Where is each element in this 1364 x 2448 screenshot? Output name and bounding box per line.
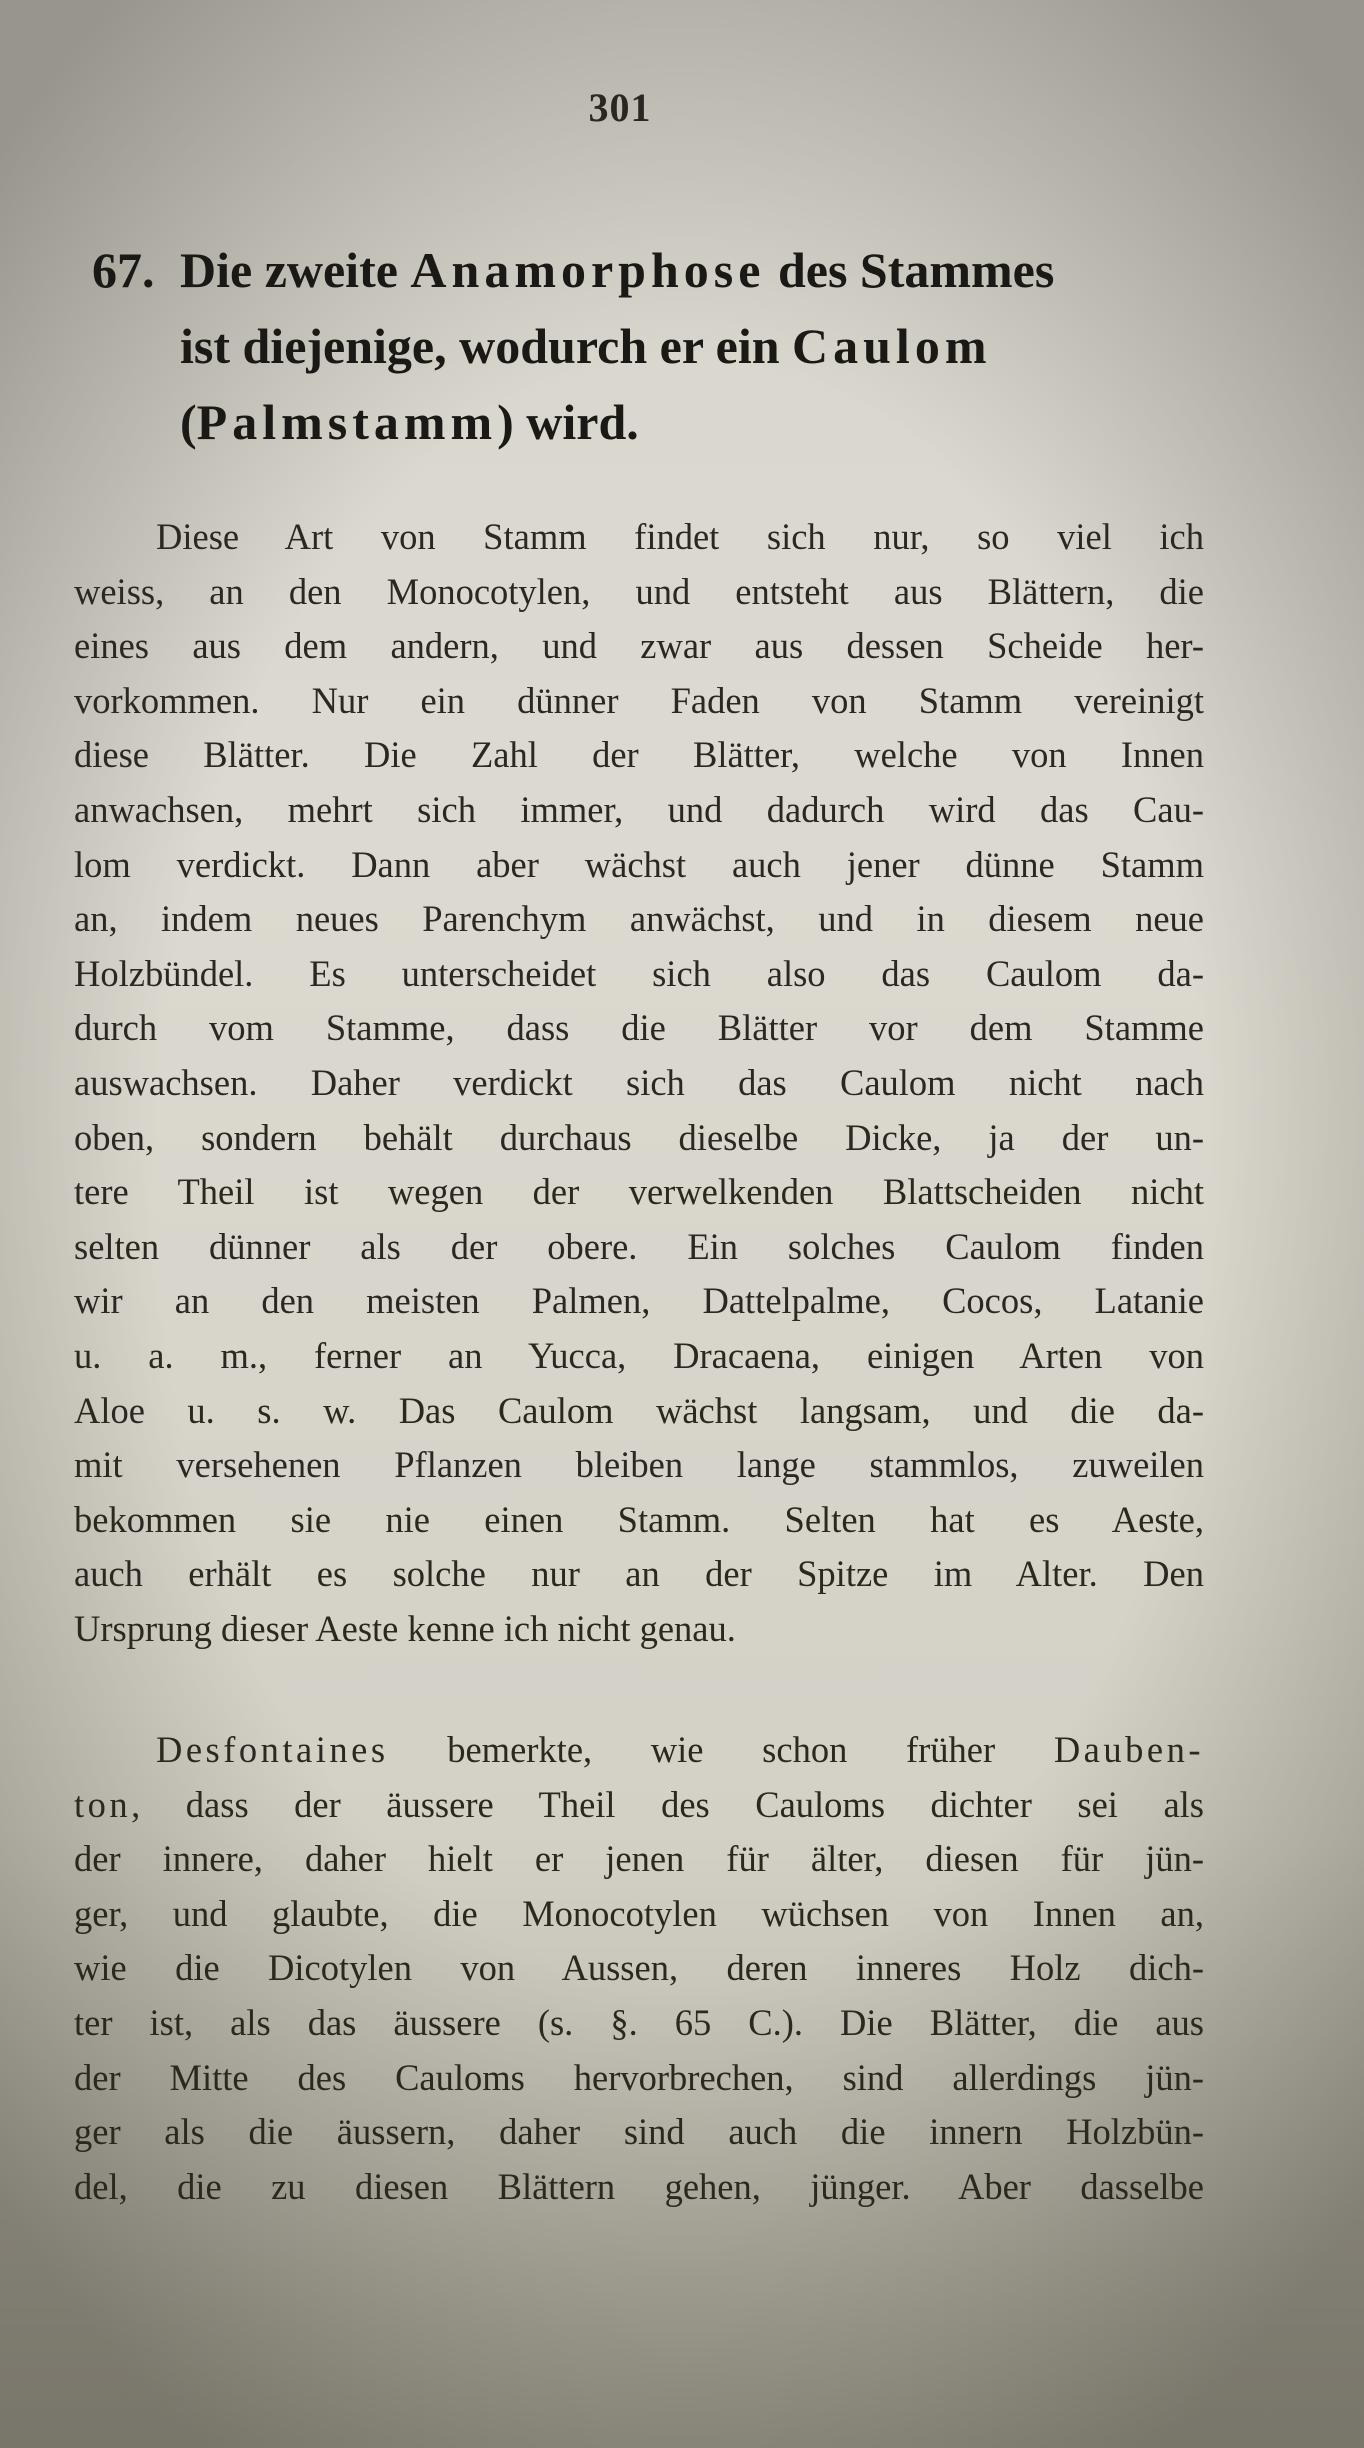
section-title-line: (Palmstamm) wird. — [180, 394, 639, 450]
text-line: auch erhält es solche nur an der Spitze im Alter. Den — [74, 1553, 1204, 1595]
text-line: eines aus dem andern, und zwar aus dessen Scheide her- — [74, 625, 1204, 667]
text-line: ger, und glaubte, die Monocotylen wüchsen von Innen an, — [74, 1892, 1204, 1934]
text-line: lom verdickt. Dann aber wächst auch jener dünne Stamm — [74, 843, 1204, 885]
text-line: vorkommen. Nur ein dünner Faden von Stamm vereinigt — [74, 679, 1204, 721]
paragraph-2 — [74, 1723, 1204, 2214]
paragraph-1 — [74, 510, 1204, 1656]
text-line: anwachsen, mehrt sich immer, und dadurch wird das Cau- — [74, 788, 1204, 830]
text-line: diese Blätter. Die Zahl der Blätter, welche von Innen — [74, 734, 1204, 776]
text-line: auswachsen. Daher verdickt sich das Caulom nicht nach — [74, 1061, 1204, 1103]
section-title-line: ist diejenige, wodurch er ein Caulom — [180, 318, 992, 374]
section-number: 67. — [92, 242, 155, 298]
text-line: weiss, an den Monocotylen, und entsteht aus Blättern, die — [74, 570, 1204, 612]
text-line: Aloe u. s. w. Das Caulom wächst langsam, und die da- — [74, 1389, 1204, 1431]
text-line: Ursprung dieser Aeste kenne ich nicht genau. — [74, 1607, 736, 1649]
text-line: oben, sondern behält durchaus dieselbe Dicke, ja der un- — [74, 1116, 1204, 1158]
text-line: selten dünner als der obere. Ein solches Caulom finden — [74, 1225, 1204, 1267]
text-line: der innere, daher hielt er jenen für älter, diesen für jün- — [74, 1838, 1204, 1880]
author-name: ton — [74, 1783, 132, 1825]
text-line: Diese Art von Stamm findet sich nur, so viel ich — [156, 516, 1204, 557]
author-name: Desfontaines — [156, 1729, 389, 1770]
text-line: durch vom Stamme, dass die Blätter vor dem Stamme — [74, 1007, 1204, 1049]
text-line: wie die Dicotylen von Aussen, deren inneres Holz dich- — [74, 1947, 1204, 1989]
emphasized-term: Palmstamm — [196, 394, 498, 450]
text-line: del, die zu diesen Blättern gehen, jünger. Aber dasselbe — [74, 2165, 1204, 2207]
text-line: ter ist, als das äussere (s. §. 65 C.). Die Blätter, die aus — [74, 2001, 1204, 2043]
text-line: bekommen sie nie einen Stamm. Selten hat es Aeste, — [74, 1498, 1204, 1540]
text-line: Holzbündel. Es unterscheidet sich also das Caulom da- — [74, 952, 1204, 994]
text-line: an, indem neues Parenchym anwächst, und in diesem neue — [74, 898, 1204, 940]
section-title-line: Die zweite Anamorphose des Stammes — [180, 242, 1055, 298]
text-line: der Mitte des Cauloms hervorbrechen, sind allerdings jün- — [74, 2056, 1204, 2098]
text-line: ton, dass der äussere Theil des Cauloms dichter sei als — [74, 1783, 1204, 1825]
text-line: ger als die äussern, daher sind auch die innern Holzbün- — [74, 2111, 1204, 2153]
text-line: u. a. m., ferner an Yucca, Dracaena, einigen Arten von — [74, 1334, 1204, 1376]
emphasized-term: Anamorphose — [410, 242, 766, 298]
text-line: Desfontaines bemerkte, wie schon früher Dauben- — [156, 1729, 1204, 1770]
section-title — [180, 232, 1220, 460]
text-line: tere Theil ist wegen der verwelkenden Blattscheiden nicht — [74, 1171, 1204, 1213]
text-line: wir an den meisten Palmen, Dattelpalme, Cocos, Latanie — [74, 1280, 1204, 1322]
emphasized-term: Caulom — [792, 318, 992, 374]
page-number: 301 — [588, 85, 652, 130]
author-name: Dauben- — [1053, 1729, 1204, 1770]
text-line: mit versehenen Pflanzen bleiben lange stammlos, zuweilen — [74, 1444, 1204, 1486]
